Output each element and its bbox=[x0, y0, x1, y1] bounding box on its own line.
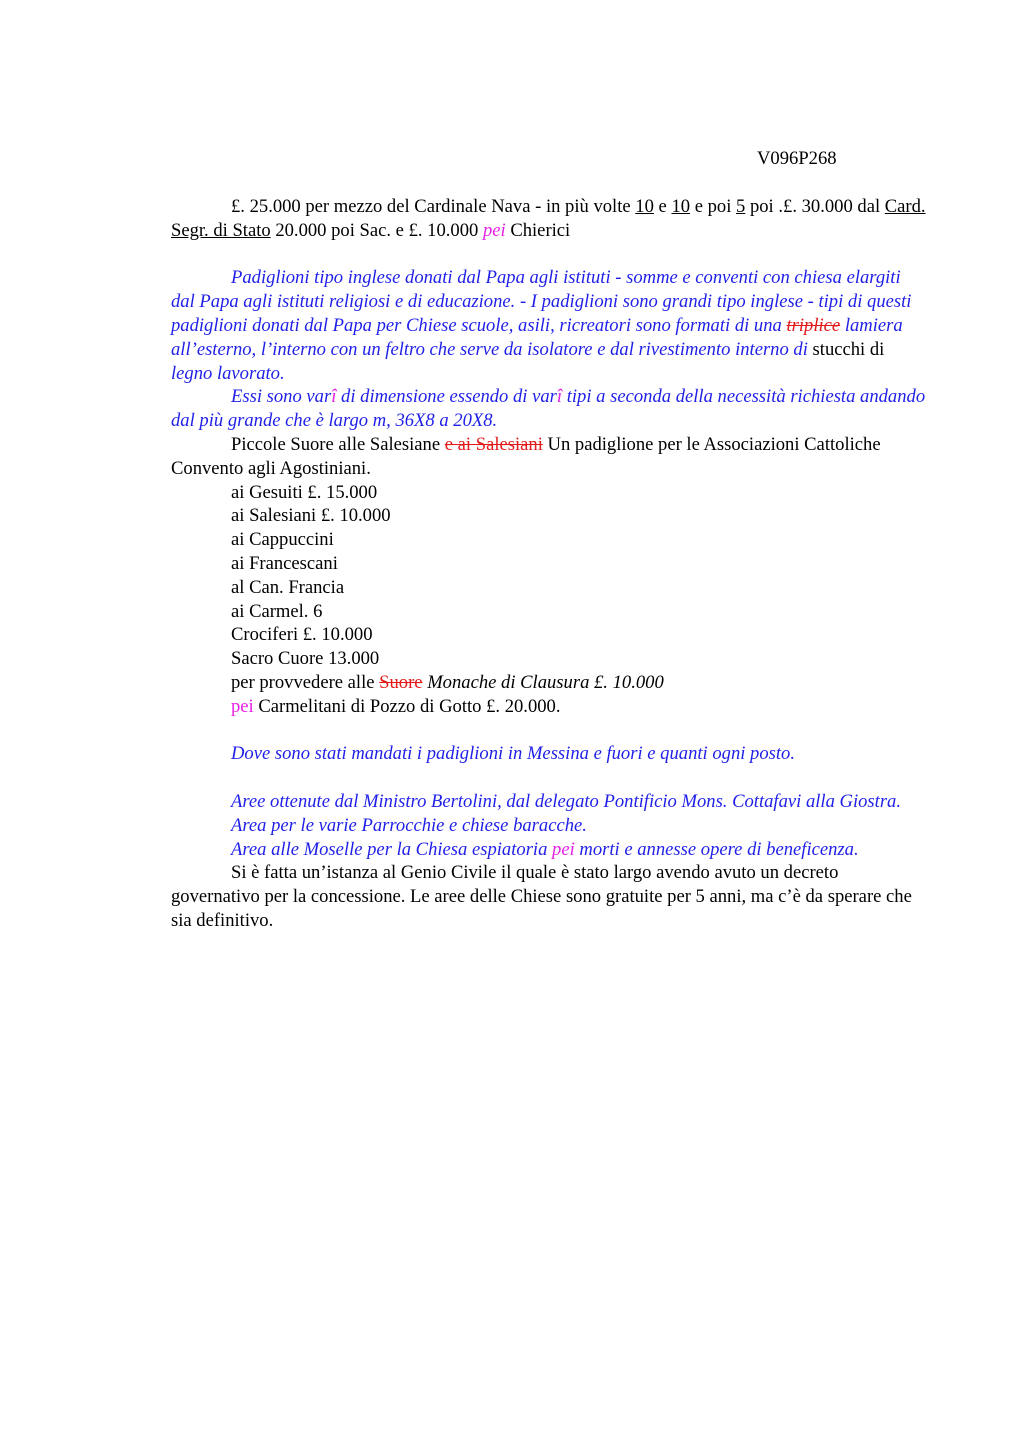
paragraph-aree bbox=[171, 790, 926, 814]
list-item: al Can. Francia bbox=[231, 576, 345, 598]
annotation-text: tipi a seconda della necessità richiesta andando dal più grande che è largo m, 36X8 a 20X8. bbox=[171, 386, 926, 432]
annotation-text: Essi sono var bbox=[231, 386, 332, 408]
text-run: e poi bbox=[690, 196, 737, 217]
text-run: 20.000 poi Sac. e £. 10.000 bbox=[270, 219, 483, 241]
paragraph-parrocchie bbox=[171, 814, 926, 838]
text-run: poi .£. 30.000 dal bbox=[745, 196, 885, 217]
annotation-text: di dimensione essendo di var bbox=[336, 386, 557, 408]
underlined-number: 10 bbox=[671, 196, 691, 217]
text-run: e bbox=[653, 196, 672, 217]
inserted-letter: î bbox=[331, 386, 337, 408]
paragraph-piccole-suore bbox=[171, 433, 926, 481]
list-item: ai Carmel. 6 bbox=[231, 600, 323, 622]
document-body bbox=[171, 195, 926, 933]
text-run: Carmelitani di Pozzo di Gotto £. 20.000. bbox=[253, 695, 561, 717]
deleted-word: Suore bbox=[379, 671, 423, 693]
inserted-word: pei bbox=[231, 695, 254, 717]
paragraph-genio-civile: Si è fatta un’istanza al Genio Civile il quale è stato largo avendo avuto un decreto governativo per la concessione. Le aree delle Chiese sono gratuite per 5 anni, ma c’è da sperare che sia definitivo. bbox=[171, 862, 912, 931]
blank-line bbox=[171, 243, 926, 267]
annotation-text: Area alle Moselle per la Chiesa espiatoria bbox=[231, 838, 553, 860]
blank-line bbox=[171, 719, 926, 743]
list-item-provvedere bbox=[231, 671, 926, 695]
annotation-text: lamiera all’esterno, l’interno con un feltro che serve da isolatore e dal rivestimento interno di bbox=[171, 314, 903, 360]
text-run: per provvedere alle bbox=[231, 671, 380, 693]
list-item: ai Francescani bbox=[231, 552, 338, 574]
annotation-text: morti e annesse opere di beneficenza. bbox=[574, 838, 859, 860]
underlined-title: Card. Segr. di Stato bbox=[171, 196, 926, 241]
blank-line bbox=[171, 766, 926, 790]
inserted-word: pei bbox=[552, 838, 575, 860]
list-item: Sacro Cuore 13.000 bbox=[231, 648, 380, 670]
annotation-text: Aree ottenute dal Ministro Bertolini, dal delegato Pontificio Mons. Cottafavi alla Giostra. bbox=[231, 790, 902, 812]
annotation-text: Padiglioni tipo inglese donati dal Papa agli istituti - somme e conventi con chiesa elargiti dal Papa agli istituti religiosi e di educazione. - I padiglioni sono grandi tipo inglese - tipi di questi padiglioni donati dal Papa per Chiese scuole, asili, ricreatori sono formati di una bbox=[171, 267, 912, 336]
paragraph-dove bbox=[171, 742, 926, 766]
annotation-text: legno lavorato. bbox=[171, 362, 285, 384]
paragraph-donations bbox=[171, 195, 926, 243]
underlined-number: 5 bbox=[736, 196, 746, 217]
deleted-word: triplice bbox=[786, 314, 841, 336]
annotation-text: Area per le varie Parrocchie e chiese baracche. bbox=[231, 814, 587, 836]
annotation-text: Dove sono stati mandati i padiglioni in Messina e fuori e quanti ogni posto. bbox=[231, 743, 795, 765]
text-run: Un padiglione per le Associazioni Cattoliche Convento agli Agostiniani. bbox=[171, 433, 881, 479]
list-item: ai Salesiani £. 10.000 bbox=[231, 505, 391, 527]
text-run: stucchi di bbox=[812, 338, 885, 360]
paragraph-dimensioni bbox=[171, 385, 926, 433]
text-run: £. 25.000 per mezzo del Cardinale Nava - in più volte bbox=[231, 196, 636, 217]
list-item: ai Gesuiti £. 15.000 bbox=[231, 481, 378, 503]
inserted-letter: î bbox=[556, 386, 563, 408]
deleted-text: e ai Salesiani bbox=[444, 433, 543, 455]
underlined-number: 10 bbox=[635, 196, 654, 217]
italic-text: Monache di Clausura £. 10.000 bbox=[422, 671, 664, 693]
list-item-carmelitani bbox=[231, 695, 926, 719]
text-run: Chierici bbox=[505, 219, 571, 241]
inserted-word: pei bbox=[482, 219, 506, 241]
list-item: Crociferi £. 10.000 bbox=[231, 624, 373, 646]
text-run: Piccole Suore alle Salesiane bbox=[231, 433, 445, 455]
page-identifier: V096P268 bbox=[757, 148, 837, 169]
paragraph-padiglioni bbox=[171, 266, 926, 385]
paragraph-moselle bbox=[171, 838, 926, 862]
list-item: ai Cappuccini bbox=[231, 529, 334, 551]
